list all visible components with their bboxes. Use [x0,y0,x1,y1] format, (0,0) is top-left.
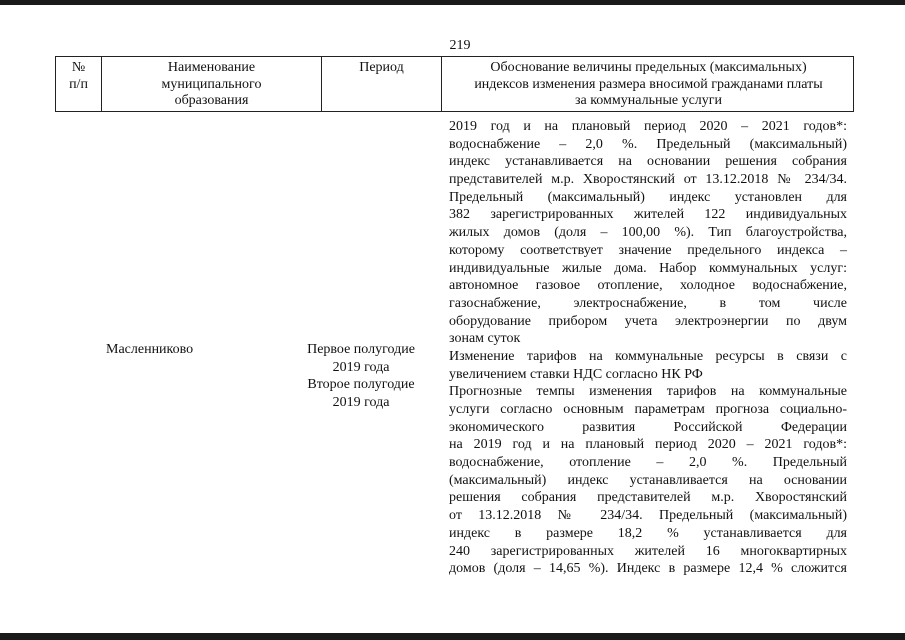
text-line: домов (доля – 14,65 %). Индекс в размере 12,4 % сложится [449,561,847,577]
header-line: Период [359,60,404,75]
period-line: 2019 года [332,359,390,375]
text-line: которому соответствует значение предельного индекса – [449,242,847,258]
text-line: от 13.12.2018 № 234/34. Предельный (максимальный) [449,508,847,524]
page-number: 219 [449,38,471,53]
header-col-number [56,57,101,111]
header-line: образования [174,93,249,108]
period-line: 2019 года [332,394,390,410]
text-line: представителей м.р. Хворостянский от 13.12.2018 № 234/34. [449,172,847,188]
text-line: оборудование прибором учета электроэнергии по двум [449,313,847,329]
period-line: Первое полугодие [307,342,415,357]
text-line: услуги согласно основным параметрам прогноза социально- [449,402,847,417]
header-line: индексов изменения размера вносимой гражданами платы [474,76,823,92]
text-line: водоснабжение – 2,0 %. Предельный (максимальный) [449,136,847,152]
text-line: 240 зарегистрированных жителей 16 многоквартирных [449,543,847,559]
text-line: автономное газовое отопление, холодное водоснабжение, [449,278,847,294]
header-line: № [71,60,86,75]
text-line: водоснабжение, отопление – 2,0 %. Предельный [449,455,847,471]
text-line: индивидуальные жилые дома. Набор коммунальных услуг: [449,260,847,276]
table-header [55,56,854,112]
justification-column [449,118,847,578]
header-line: за коммунальные услуги [574,93,723,108]
header-col-justification [441,57,855,111]
period-line: Второе полугодие [307,377,415,392]
period-second-half [296,376,426,411]
period-first-half [296,341,426,376]
municipality-name: Масленниково [106,342,194,357]
text-line: Изменение тарифов на коммунальные ресурсы в связи с [449,348,847,364]
text-line: зонам суток [449,331,521,347]
header-line: муниципального [161,76,262,92]
text-line: индекс в размере 18,2 % устанавливается для [449,525,847,541]
text-line: 2019 год и на плановый период 2020 – 2021 годов*: [449,119,847,134]
text-line: (максимальный) индекс устанавливается на основании [449,472,847,488]
header-line: Наименование [167,60,256,75]
text-line: индекс устанавливается на основании решения собрания [449,154,847,170]
text-line: Прогнозные темпы изменения тарифов на коммунальные [449,384,847,400]
text-line: газоснабжение, электроснабжение, в том числе [449,295,847,311]
text-line: увеличением ставки НДС согласно НК РФ [449,366,703,382]
header-col-period [321,57,441,111]
header-line: Обоснование величины предельных (максимальных) [490,60,807,75]
text-line: экономического развития Российской Федерации [449,419,847,435]
text-line: 382 зарегистрированных жителей 122 индивидуальных [449,207,847,223]
header-col-municipality [101,57,321,111]
text-line: на 2019 год и на плановый период 2020 – 2021 годов*: [449,437,847,453]
text-line: решения собрания представителей м.р. Хворостянский [449,490,847,506]
scan-top-edge [0,0,905,5]
text-line: жилых домов (доля – 100,00 %). Тип благоустройства, [449,225,847,241]
scan-bottom-edge [0,633,905,640]
text-line: Предельный (максимальный) индекс установлен для [449,189,847,205]
header-line: п/п [69,76,88,92]
